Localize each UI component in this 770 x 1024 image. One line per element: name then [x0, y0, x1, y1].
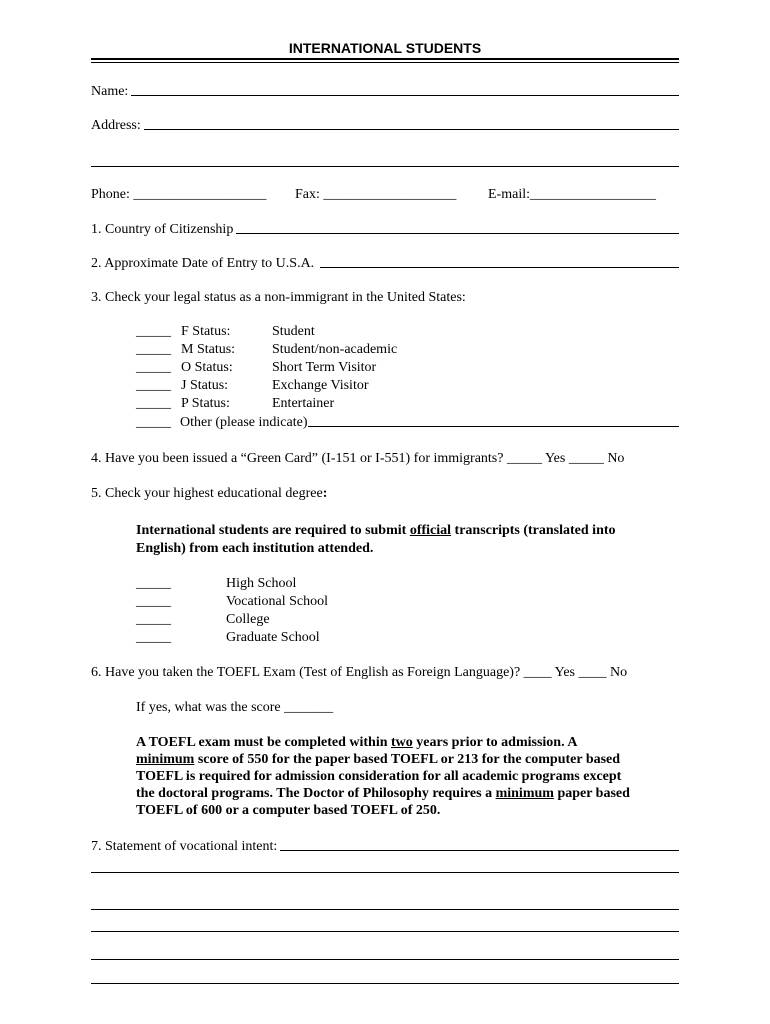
status-other-label: Other (please indicate) [180, 415, 308, 430]
green-card-question[interactable]: 4. Have you been issued a “Green Card” (I-151 or I-551) for immigrants? _____ Yes _____ No [91, 451, 625, 466]
address-field[interactable] [144, 128, 679, 130]
entry-date-label: 2. Approximate Date of Entry to U.S.A. [91, 256, 315, 271]
transcript-note-line2: English) from each institution attended. [136, 541, 374, 556]
status-blank-other[interactable]: _____ [136, 415, 171, 430]
vocational-intent-line[interactable] [91, 931, 679, 932]
status-other-row [136, 413, 679, 431]
page-title: INTERNATIONAL STUDENTS [288, 40, 482, 56]
toefl-note-text-end: paper based [553, 786, 630, 801]
status-desc-m: Student/non-academic [272, 342, 398, 357]
status-desc-o: Short Term Visitor [272, 360, 377, 375]
status-desc-f: Student [272, 324, 315, 339]
degree-blank-vocational[interactable]: _____ [136, 594, 171, 609]
status-blank-j[interactable]: _____ [136, 378, 171, 393]
status-blank-o[interactable]: _____ [136, 360, 171, 375]
toefl-note-text: score of 550 for the paper based TOEFL or 213 for the computer based [194, 752, 621, 767]
status-desc-j: Exchange Visitor [272, 378, 369, 393]
status-code-m: M Status: [181, 342, 236, 357]
degree-blank-college[interactable]: _____ [136, 612, 171, 627]
address-field-line2[interactable] [91, 166, 679, 167]
legal-status-question: 3. Check your legal status as a non-immigrant in the United States: [91, 290, 466, 305]
toefl-note-text-end: years prior to admission. A [412, 735, 578, 750]
status-code-j: J Status: [181, 378, 229, 393]
toefl-note-line5: TOEFL of 600 or a computer based TOEFL of 250. [136, 803, 441, 818]
vocational-intent-label: 7. Statement of vocational intent: [91, 839, 278, 854]
status-code-o: O Status: [181, 360, 233, 375]
toefl-note-line4 [136, 785, 681, 803]
citizenship-row [91, 220, 679, 238]
status-code-f: F Status: [181, 324, 231, 339]
degree-label-college: College [226, 612, 270, 627]
degree-blank-graduate[interactable]: _____ [136, 630, 171, 645]
transcript-note-text: International students are required to submit [136, 523, 410, 538]
transcript-note-text-end: transcripts (translated into [451, 523, 616, 538]
toefl-question[interactable]: 6. Have you taken the TOEFL Exam (Test of English as Foreign Language)? ____ Yes ____ No [91, 665, 628, 680]
name-row [91, 82, 679, 100]
education-question [91, 485, 327, 503]
title-rule-thick [91, 58, 679, 60]
status-blank-f[interactable]: _____ [136, 324, 171, 339]
vocational-intent-line[interactable] [91, 909, 679, 910]
citizenship-label: 1. Country of Citizenship [91, 222, 234, 237]
citizenship-field[interactable] [236, 232, 679, 234]
entry-date-row [91, 254, 679, 272]
phone-field[interactable]: Phone: ___________________ [91, 187, 267, 202]
transcript-note-line1 [136, 522, 681, 540]
vocational-intent-line[interactable] [91, 983, 679, 984]
education-question-text: 5. Check your highest educational degree [91, 486, 323, 501]
transcript-note-official: official [409, 523, 452, 538]
email-field[interactable]: E-mail:__________________ [488, 187, 656, 202]
status-desc-p: Entertainer [272, 396, 335, 411]
toefl-note-line2 [136, 751, 681, 769]
toefl-note-line1 [136, 734, 681, 752]
vocational-intent-row [91, 837, 679, 855]
toefl-note-line3: TOEFL is required for admission consideration for all academic programs except [136, 769, 622, 784]
toefl-note-two: two [391, 735, 413, 750]
status-blank-m[interactable]: _____ [136, 342, 171, 357]
education-question-colon: : [322, 486, 328, 501]
degree-blank-high-school[interactable]: _____ [136, 576, 171, 591]
name-label: Name: [91, 84, 129, 99]
status-other-field[interactable] [308, 425, 680, 427]
title-rule-thin [91, 62, 679, 63]
degree-label-vocational: Vocational School [226, 594, 329, 609]
degree-label-high-school: High School [226, 576, 297, 591]
toefl-note-text: the doctoral programs. The Doctor of Philosophy requires a [136, 786, 496, 801]
toefl-note-text: A TOEFL exam must be completed within [136, 735, 392, 750]
status-code-p: P Status: [181, 396, 230, 411]
name-field[interactable] [131, 94, 679, 96]
entry-date-field[interactable] [320, 266, 679, 268]
fax-field[interactable]: Fax: ___________________ [295, 187, 457, 202]
vocational-intent-line[interactable] [91, 872, 679, 873]
toefl-note-minimum: minimum [495, 786, 554, 801]
vocational-intent-line[interactable] [91, 959, 679, 960]
address-row [91, 116, 679, 134]
address-label: Address: [91, 118, 141, 133]
vocational-intent-field[interactable] [280, 849, 679, 851]
toefl-score-field[interactable]: If yes, what was the score _______ [136, 700, 334, 715]
status-blank-p[interactable]: _____ [136, 396, 171, 411]
toefl-note-minimum: minimum [136, 752, 195, 767]
degree-label-graduate: Graduate School [226, 630, 320, 645]
